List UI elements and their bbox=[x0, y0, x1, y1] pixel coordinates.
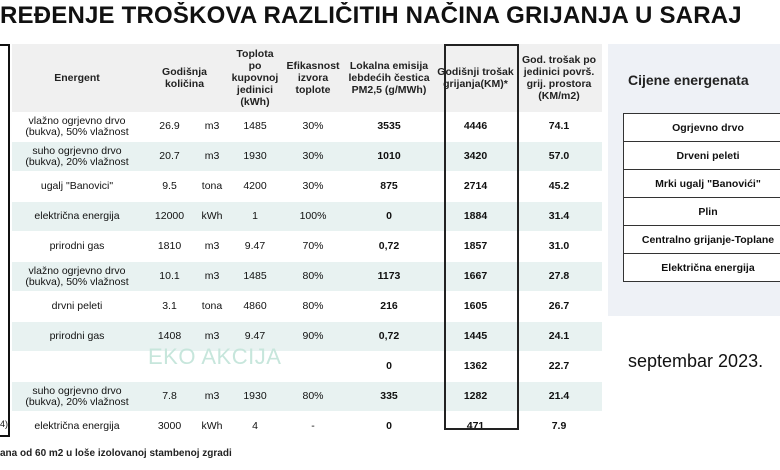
table-row bbox=[12, 292, 602, 322]
price-row bbox=[624, 226, 780, 254]
cell-unit: m3 bbox=[197, 382, 227, 412]
cell-energent: suho ogrjevno drvo (bukva), 20% vlažnost bbox=[12, 382, 142, 412]
cell-heat: 4 bbox=[227, 412, 283, 442]
price-item: Plin bbox=[624, 198, 780, 226]
cell-annual: 1445 bbox=[435, 322, 516, 352]
cell-per-m2: 57.0 bbox=[516, 142, 602, 172]
prices-title: Cijene energenata bbox=[628, 72, 749, 88]
cell-emission: 3535 bbox=[343, 112, 435, 142]
price-item: Centralno grijanje-Toplane bbox=[624, 226, 780, 254]
cell-annual: 471 bbox=[435, 412, 516, 442]
cell-qty: 26.9 bbox=[142, 112, 197, 142]
table-row bbox=[12, 172, 602, 202]
header-efficiency: Efikasnost izvora toplote bbox=[283, 44, 343, 112]
table-row bbox=[12, 412, 602, 442]
cell-emission: 0 bbox=[343, 202, 435, 232]
cell-emission: 1173 bbox=[343, 262, 435, 292]
cell-eff bbox=[283, 352, 343, 382]
price-row bbox=[624, 198, 780, 226]
table-row bbox=[12, 262, 602, 292]
cell-emission: 0 bbox=[343, 352, 435, 382]
cell-emission: 0 bbox=[343, 412, 435, 442]
cell-emission: 0,72 bbox=[343, 232, 435, 262]
price-item: Drveni peleti bbox=[624, 142, 780, 170]
prices-table bbox=[623, 113, 780, 282]
cell-eff: 30% bbox=[283, 112, 343, 142]
cell-energent: ugalj "Banovici" bbox=[12, 172, 142, 202]
cell-heat: 9.47 bbox=[227, 322, 283, 352]
cell-unit: m3 bbox=[197, 322, 227, 352]
cell-eff: 80% bbox=[283, 292, 343, 322]
cell-per-m2: 22.7 bbox=[516, 352, 602, 382]
cell-heat: 1 bbox=[227, 202, 283, 232]
header-quantity: Godišnja količina bbox=[142, 44, 227, 112]
cell-eff: 90% bbox=[283, 322, 343, 352]
cell-eff: 80% bbox=[283, 382, 343, 412]
cell-energent: električna energija bbox=[12, 202, 142, 232]
cell-energent: prirodni gas bbox=[12, 232, 142, 262]
cell-qty: 1408 bbox=[142, 322, 197, 352]
cell-per-m2: 74.1 bbox=[516, 112, 602, 142]
cell-annual: 1667 bbox=[435, 262, 516, 292]
cell-per-m2: 24.1 bbox=[516, 322, 602, 352]
price-row bbox=[624, 142, 780, 170]
cell-annual: 4446 bbox=[435, 112, 516, 142]
cell-eff: 30% bbox=[283, 142, 343, 172]
left-note: 4) bbox=[0, 419, 9, 429]
watermark-text: EKO AKCIJA bbox=[148, 344, 282, 369]
cell-annual: 3420 bbox=[435, 142, 516, 172]
cell-heat: 4860 bbox=[227, 292, 283, 322]
cell-unit: tona bbox=[197, 172, 227, 202]
cell-eff: 100% bbox=[283, 202, 343, 232]
cell-per-m2: 45.2 bbox=[516, 172, 602, 202]
cell-heat: 1930 bbox=[227, 142, 283, 172]
cell-unit: kWh bbox=[197, 412, 227, 442]
header-emission: Lokalna emisija lebdećih čestica PM2,5 (g/MWh) bbox=[343, 44, 435, 112]
cell-unit: m3 bbox=[197, 232, 227, 262]
cell-energent: drvni peleti bbox=[12, 292, 142, 322]
cell-eff: 70% bbox=[283, 232, 343, 262]
cell-per-m2: 27.8 bbox=[516, 262, 602, 292]
page-title: REĐENJE TROŠKOVA RAZLIČITIH NAČINA GRIJANJA U SARAJ bbox=[0, 2, 742, 29]
table-header-row bbox=[12, 44, 602, 112]
cell-per-m2: 7.9 bbox=[516, 412, 602, 442]
cell-per-m2: 31.0 bbox=[516, 232, 602, 262]
cell-energent bbox=[12, 352, 142, 382]
cell-emission: 216 bbox=[343, 292, 435, 322]
cell-unit: m3 bbox=[197, 262, 227, 292]
cell-unit: m3 bbox=[197, 112, 227, 142]
cell-heat: 4200 bbox=[227, 172, 283, 202]
cell-unit: m3 bbox=[197, 142, 227, 172]
cell-annual: 1857 bbox=[435, 232, 516, 262]
cell-annual: 1362 bbox=[435, 352, 516, 382]
table-row bbox=[12, 322, 602, 352]
price-item: Mrki ugalj "Banovići" bbox=[624, 170, 780, 198]
cell-heat: 9.47 bbox=[227, 232, 283, 262]
cell-energent: prirodni gas bbox=[12, 322, 142, 352]
left-frame bbox=[0, 44, 10, 437]
cell-heat: 1485 bbox=[227, 262, 283, 292]
cell-energent: vlažno ogrjevno drvo (bukva), 50% vlažnost bbox=[12, 112, 142, 142]
cell-emission: 875 bbox=[343, 172, 435, 202]
table-row bbox=[12, 352, 602, 382]
cell-qty: 3.1 bbox=[142, 292, 197, 322]
price-item: Ogrjevno drvo bbox=[624, 114, 780, 142]
cost-table bbox=[12, 44, 602, 442]
cell-qty: 7.8 bbox=[142, 382, 197, 412]
cell-emission: 0,72 bbox=[343, 322, 435, 352]
price-item: Električna energija bbox=[624, 254, 780, 282]
cell-unit: kWh bbox=[197, 202, 227, 232]
cell-energent: vlažno ogrjevno drvo (bukva), 50% vlažnost bbox=[12, 262, 142, 292]
table-row bbox=[12, 142, 602, 172]
cell-per-m2: 31.4 bbox=[516, 202, 602, 232]
price-row bbox=[624, 254, 780, 282]
cell-annual: 1282 bbox=[435, 382, 516, 412]
price-row bbox=[624, 114, 780, 142]
header-energent: Energent bbox=[12, 44, 142, 112]
header-unit-cost: God. trošak po jedinici površ. grij. prostora (KM/m2) bbox=[516, 44, 602, 112]
cell-per-m2: 21.4 bbox=[516, 382, 602, 412]
cell-eff: 80% bbox=[283, 262, 343, 292]
cell-energent: suho ogrjevno drvo (bukva), 20% vlažnost bbox=[12, 142, 142, 172]
cell-per-m2: 26.7 bbox=[516, 292, 602, 322]
cell-qty: 9.5 bbox=[142, 172, 197, 202]
cell-energent: električna energija bbox=[12, 412, 142, 442]
table-row bbox=[12, 232, 602, 262]
footnote: ana od 60 m2 u loše izolovanoj stambenoj zgradi bbox=[0, 448, 232, 459]
cell-heat: 1930 bbox=[227, 382, 283, 412]
cell-eff: - bbox=[283, 412, 343, 442]
cell-qty: 12000 bbox=[142, 202, 197, 232]
cell-qty: 1810 bbox=[142, 232, 197, 262]
header-heat: Toplota po kupovnoj jedinici (kWh) bbox=[227, 44, 283, 112]
price-row bbox=[624, 170, 780, 198]
cell-qty: 20.7 bbox=[142, 142, 197, 172]
table-row bbox=[12, 202, 602, 232]
cell-eff: 30% bbox=[283, 172, 343, 202]
header-annual-cost: Godišnji trošak grijanja(KM)* bbox=[435, 44, 516, 112]
cell-annual: 2714 bbox=[435, 172, 516, 202]
cell-unit: tona bbox=[197, 292, 227, 322]
cell-qty: 3000 bbox=[142, 412, 197, 442]
date-label: septembar 2023. bbox=[628, 351, 764, 371]
table-row bbox=[12, 382, 602, 412]
table-row bbox=[12, 112, 602, 142]
cell-emission: 1010 bbox=[343, 142, 435, 172]
cell-heat: 1485 bbox=[227, 112, 283, 142]
cell-annual: 1884 bbox=[435, 202, 516, 232]
cell-qty: 10.1 bbox=[142, 262, 197, 292]
cell-annual: 1605 bbox=[435, 292, 516, 322]
cell-emission: 335 bbox=[343, 382, 435, 412]
